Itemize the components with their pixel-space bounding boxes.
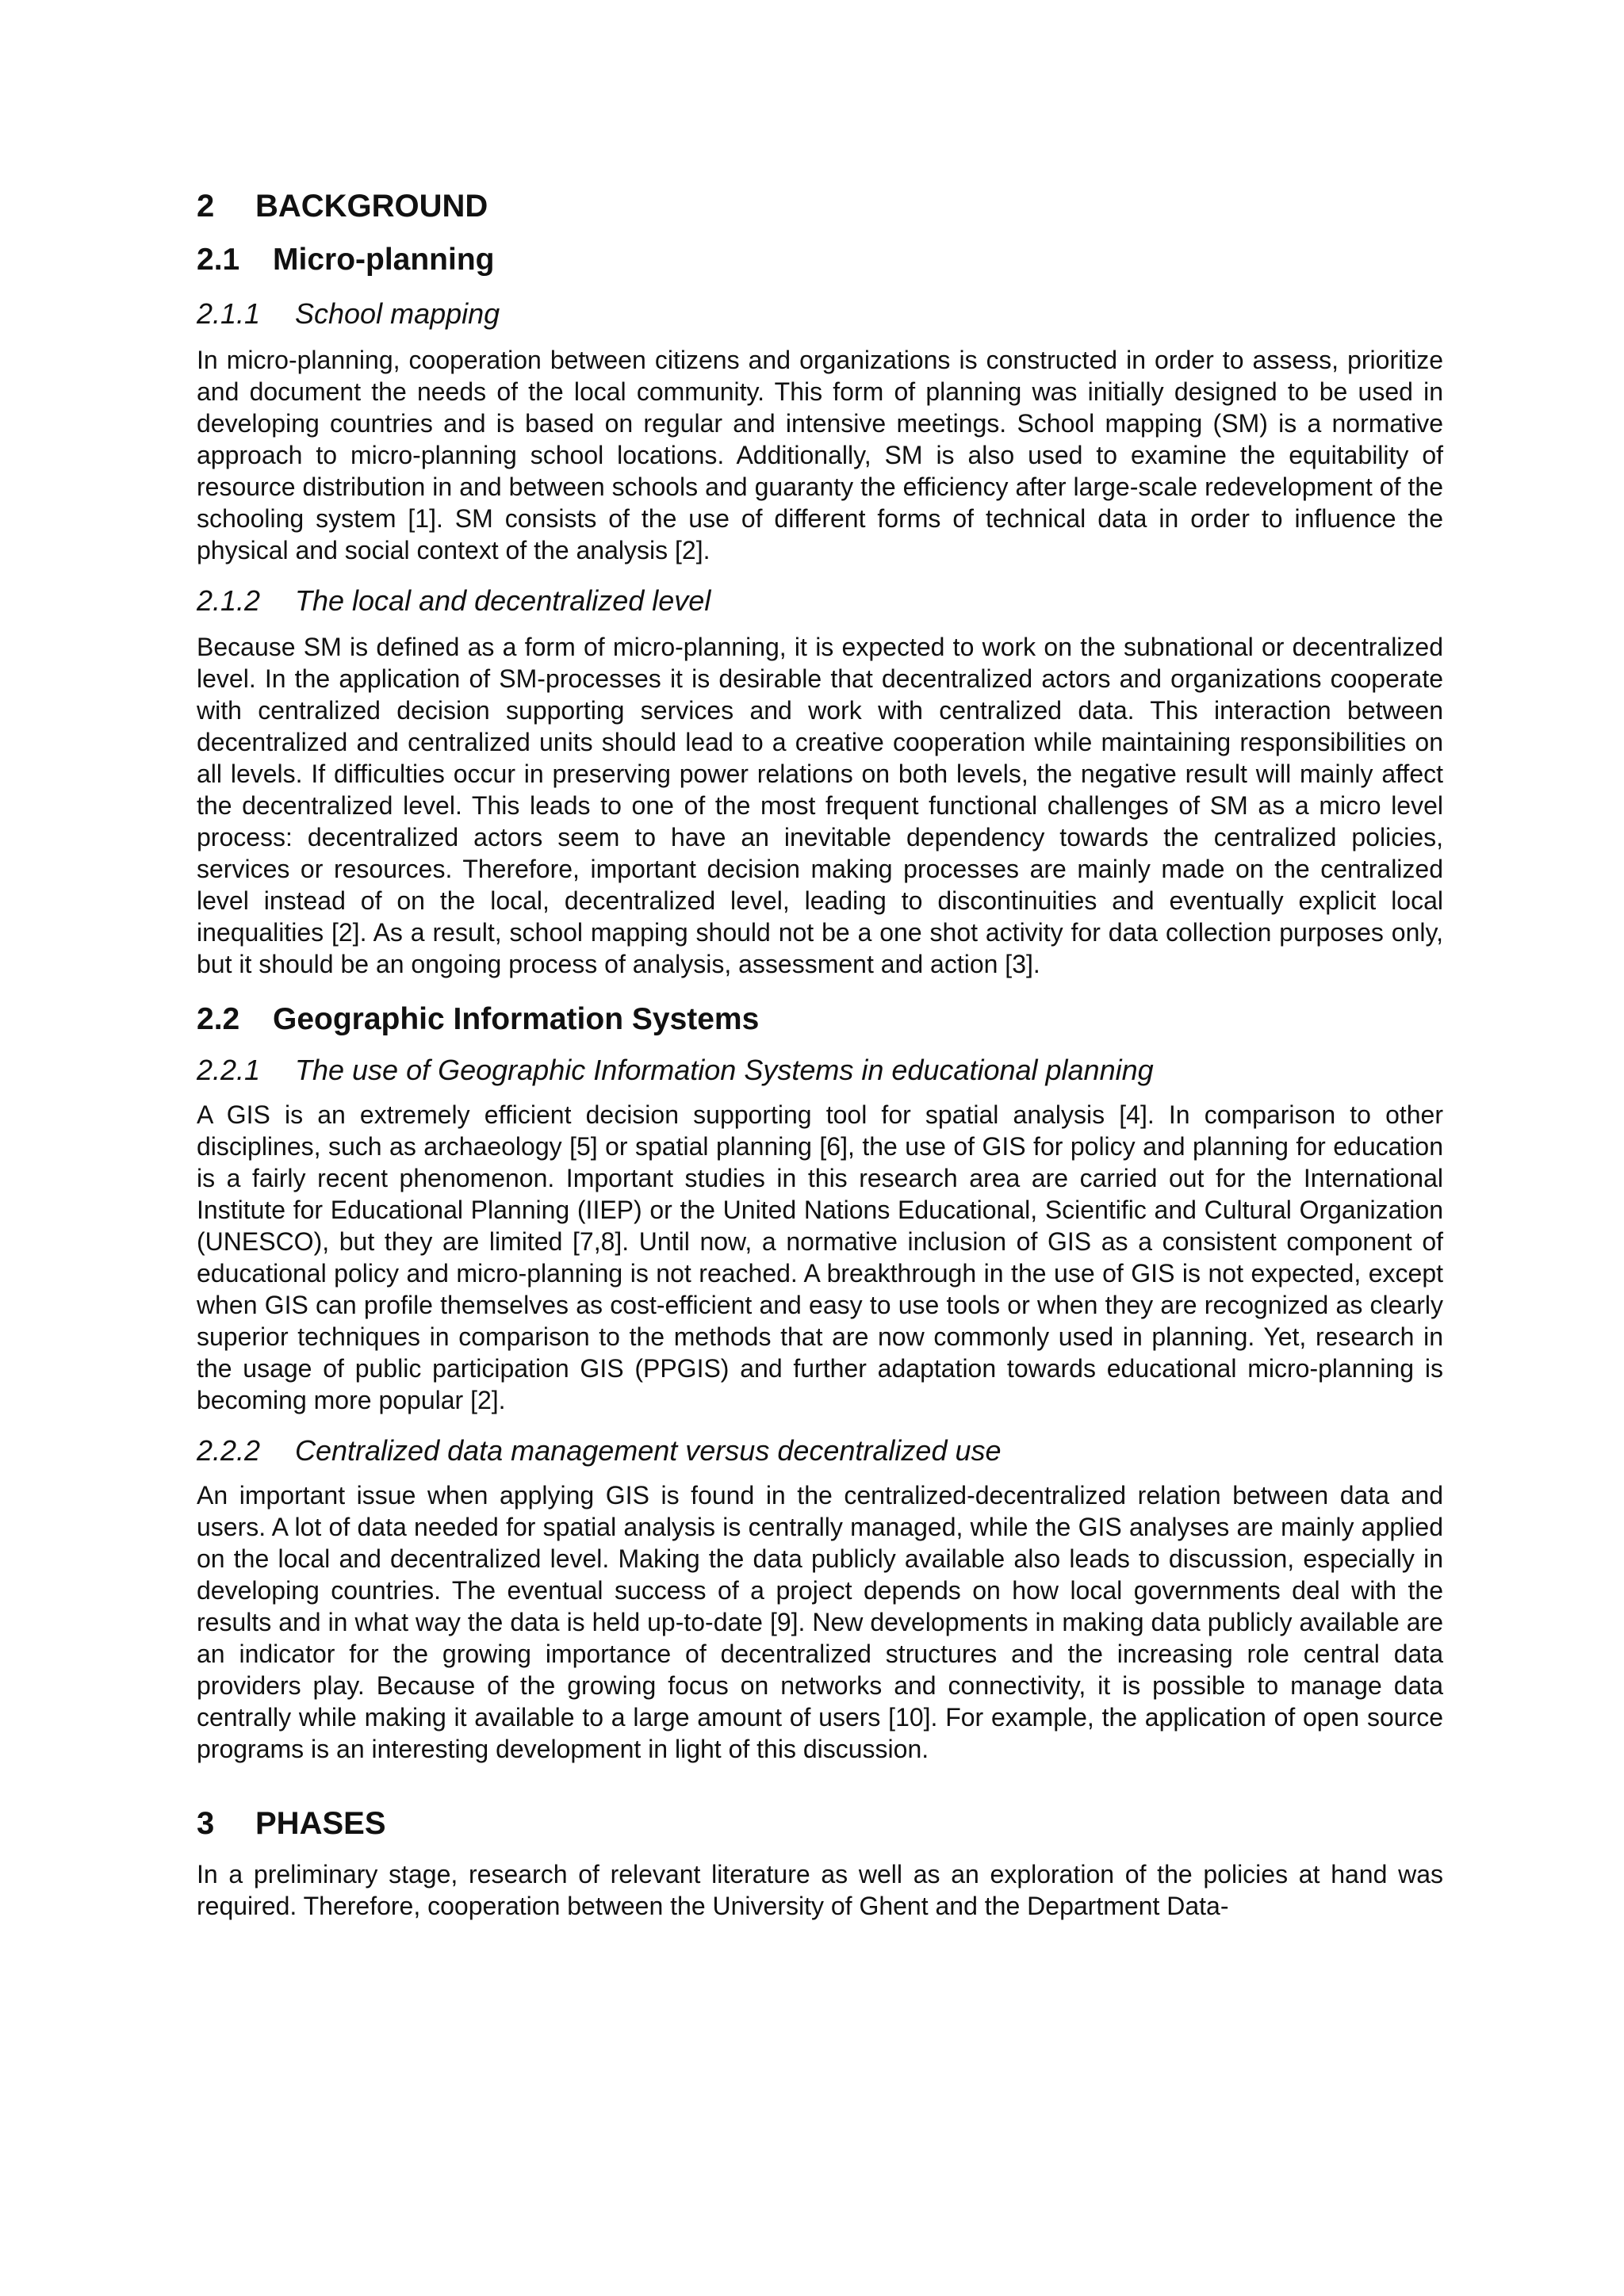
section-2-heading: [197, 187, 1443, 225]
school-mapping-paragraph: In micro-planning, cooperation between citizens and organizations is constructed in order to assess, prioritize and document the needs of the local community. This form of planning was initially designed to be used in developing countries and is based on regular and intensive meetings. School mapping (SM) is a normative approach to micro-planning school locations. Additionally, SM is also used to examine the equitability of resource distribution in and between schools and guaranty the efficiency after large-scale redevelopment of the schooling system [1]. SM consists of the use of different forms of technical data in order to influence the physical and social context of the analysis [2].: [197, 346, 1443, 564]
section-2-1-1-heading: [197, 297, 1443, 331]
section-title: Geographic Information Systems: [273, 1002, 760, 1036]
section-number: 2.2.2: [197, 1434, 261, 1467]
data-management-paragraph: An important issue when applying GIS is found in the centralized-decentralized relation between data and users. A lot of data needed for spatial analysis is centrally managed, while the GIS analyses are mainly applied on the local and decentralized level. Making the data publicly available also leads to discussion, especially in developing countries. The eventual success of a project depends on how local governments deal with the results and in what way the data is held up-to-date [9]. New developments in making data publicly available are an indicator for the growing importance of decentralized structures and the increasing role central data providers play. Because of the growing focus on networks and connectivity, it is possible to manage data centrally while making it available to a large amount of users [10]. For example, the application of open source programs is an interesting development in light of this discussion.: [197, 1481, 1443, 1763]
section-3-heading: [197, 1804, 1443, 1843]
section-title: PHASES: [255, 1806, 386, 1841]
section-title: The local and decentralized level: [295, 584, 711, 617]
document-page: [197, 187, 1443, 1922]
section-title: School mapping: [295, 297, 500, 330]
gis-educational-planning-paragraph: A GIS is an extremely efficient decision supporting tool for spatial analysis [4]. In comparison to other disciplines, such as archaeology [5] or spatial planning [6], the use of GIS for policy and planning for education is a fairly recent phenomenon. Important studies in this research area are carried out for the International Institute for Educational Planning (IIEP) or the United Nations Educational, Scientific and Cultural Organization (UNESCO), but they are limited [7,8]. Until now, a normative inclusion of GIS as a consistent component of educational policy and micro-planning is not reached. A breakthrough in the use of GIS is not expected, except when GIS can profile themselves as cost-efficient and easy to use tools or when they are recognized as clearly superior techniques in comparison to the methods that are now commonly used in planning. Yet, research in the usage of public participation GIS (PPGIS) and further adaptation towards educational micro-planning is becoming more popular [2].: [197, 1100, 1443, 1414]
phases-paragraph: In a preliminary stage, research of relevant literature as well as an exploration of the policies at hand was required. Therefore, cooperation between the University of Ghent and the Department Data-: [197, 1860, 1443, 1920]
section-2-1-heading: [197, 241, 1443, 279]
section-number: 2: [197, 189, 215, 224]
section-2-2-2-heading: [197, 1433, 1443, 1468]
section-number: 2.2.1: [197, 1054, 261, 1086]
section-2-1-2-heading: [197, 584, 1443, 618]
section-number: 2.2: [197, 1002, 240, 1036]
section-number: 2.1: [197, 243, 240, 277]
section-title: Micro-planning: [273, 243, 495, 277]
section-number: 2.1.1: [197, 297, 261, 330]
decentralized-level-paragraph: Because SM is defined as a form of micro-planning, it is expected to work on the subnational or decentralized level. In the application of SM-processes it is desirable that decentralized actors and organizations cooperate with centralized decision supporting services and work with centralized data. This interaction between decentralized and centralized units should lead to a creative cooperation while maintaining responsibilities on all levels. If difficulties occur in preserving power relations on both levels, the negative result will mainly affect the decentralized level. This leads to one of the most frequent functional challenges of SM as a micro level process: decentralized actors seem to have an inevitable dependency towards the centralized policies, services or resources. Therefore, important decision making processes are mainly made on the centralized level instead of on the local, decentralized level, leading to discontinuities and eventually explicit local inequalities [2]. As a result, school mapping should not be a one shot activity for data collection purposes only, but it should be an ongoing process of analysis, assessment and action [3].: [197, 633, 1443, 978]
section-2-2-1-heading: [197, 1053, 1443, 1088]
section-title: The use of Geographic Information Systems in educational planning: [295, 1054, 1154, 1086]
section-2-2-heading: [197, 1001, 1443, 1039]
section-title: Centralized data management versus decentralized use: [295, 1434, 1002, 1467]
section-number: 3: [197, 1806, 215, 1841]
section-number: 2.1.2: [197, 584, 261, 617]
section-title: BACKGROUND: [255, 189, 488, 224]
